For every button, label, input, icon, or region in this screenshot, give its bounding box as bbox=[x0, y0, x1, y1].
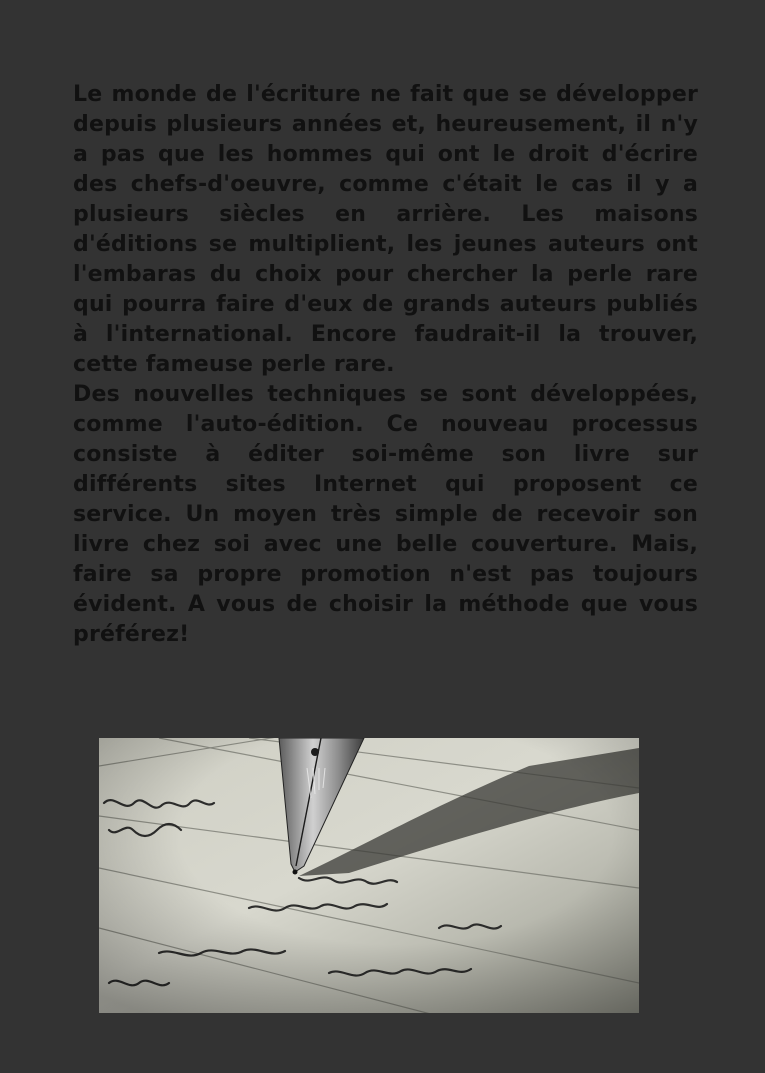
article-text bbox=[73, 80, 698, 670]
fountain-pen-image bbox=[99, 738, 639, 1013]
fountain-pen-photo bbox=[99, 738, 639, 1013]
paragraph-2: Des nouvelles techniques se sont développées, comme l'auto-édition. Ce nouveau processus consiste à éditer soi-même son livre sur différents sites Internet qui proposent ce service. Un moyen très simple de recevoir son livre chez soi avec une belle couverture. Mais, faire sa propre promotion n'est pas toujours évident. A vous de choisir la méthode que vous préférez! bbox=[73, 382, 698, 647]
photo-vignette bbox=[99, 738, 639, 1013]
paragraph-1: Le monde de l'écriture ne fait que se développer depuis plusieurs années et, heureusement, il n'y a pas que les hommes qui ont le droit d'écrire des chefs-d'oeuvre, comme c'était le cas il y a plusieurs siècles en arrière. Les maisons d'éditions se multiplient, les jeunes auteurs ont l'embaras du choix pour chercher la perle rare qui pourra faire d'eux de grands auteurs publiés à l'international. Encore faudrait-il la trouver, cette fameuse perle rare. bbox=[73, 82, 698, 377]
